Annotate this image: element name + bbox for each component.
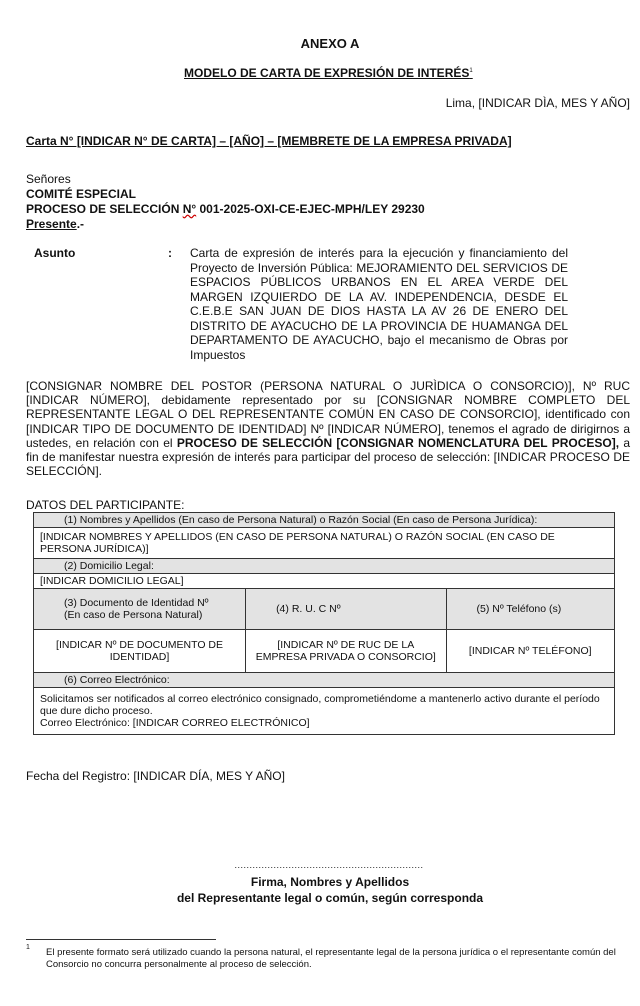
subject-text: Carta de expresión de interés para la ejecución y financiamiento del Proyecto de Inversión Pública: MEJORAMIENTO DEL SERVICIOS DE ESPACIOS PÚBLICOS URBANOS EN EL AREA VERDE DEL MARGEN IZQUIERDO DE LA AV. INDEPENDENCIA, DESDE EL C.E.B.E SAN JUAN DE DIOS HASTA LA AV 26 DE ENERO DEL DISTRITO DE AYACUCHO DE LA PROVINCIA DE HUAMANGA DEL DEPARTAMENTO DE AYACUCHO, bajo el mecanismo de Obras por Impuestos: [190, 246, 568, 362]
presente-word: Presente: [26, 217, 77, 231]
place-date: Lima, [INDICAR DÌA, MES Y AÑO]: [445, 96, 630, 110]
col5-value: [INDICAR Nº TELÉFONO]: [446, 630, 615, 673]
row1-value: [INDICAR NOMBRES Y APELLIDOS (EN CASO DE PERSONA NATURAL) O RAZÓN SOCIAL (EN CASO DE PERSONA JURÍDICA)]: [34, 528, 615, 559]
row1-header: (1) Nombres y Apellidos (En caso de Persona Natural) o Razón Social (En caso de Persona Jurídica):: [34, 513, 615, 528]
row6-header: (6) Correo Electrónico:: [34, 673, 615, 688]
annex-title: ANEXO A: [300, 36, 360, 51]
document-subtitle: [184, 66, 473, 80]
row6-email: Correo Electrónico: [INDICAR CORREO ELECTRÓNICO]: [40, 717, 310, 729]
row6-notice: Solicitamos ser notificados al correo electrónico consignado, comprometiéndome a mantenerlo activo durante el período que dure dicho proceso.: [40, 693, 600, 717]
presente-suffix: .-: [76, 217, 85, 231]
row6-value: [34, 688, 615, 735]
participant-data-table: [33, 512, 615, 735]
subtitle-text: MODELO DE CARTA DE EXPRESIÓN DE INTERÉS: [184, 66, 470, 80]
letter-number: Carta N° [INDICAR N° DE CARTA] – [AÑO] – [MEMBRETE DE LA EMPRESA PRIVADA]: [26, 134, 512, 148]
col3-header: (3) Documento de Identidad Nº (En caso de Persona Natural): [34, 589, 246, 630]
signature-block: [120, 874, 540, 906]
col3-value: [INDICAR Nº DE DOCUMENTO DE IDENTIDAD]: [34, 630, 246, 673]
greeting: Señores: [26, 172, 71, 186]
subject-colon: :: [168, 246, 172, 260]
row2-value: [INDICAR DOMICILIO LEGAL]: [34, 574, 615, 589]
col4-header: (4) R. U. C Nº: [246, 589, 446, 630]
process-line: [26, 202, 425, 217]
registration-date: Fecha del Registro: [INDICAR DÍA, MES Y AÑO]: [26, 769, 285, 783]
body-text-2: a fin de manifestar nuestra expresión de interés para participar del proceso de selección: [INDICAR PROCESO DE SELECCIÓN].: [26, 435, 631, 479]
footnote-number: 1: [26, 944, 30, 951]
row2-header: (2) Domicilio Legal:: [34, 559, 615, 574]
recipient-block: [26, 172, 425, 232]
committee-name: COMITÉ ESPECIAL: [26, 187, 137, 201]
footnote-divider: [26, 939, 216, 940]
signature-line-1: Firma, Nombres y Apellidos: [250, 875, 410, 889]
body-text-bold: PROCESO DE SELECCIÓN [CONSIGNAR NOMENCLATURA DEL PROCESO],: [176, 435, 620, 450]
participant-section-title: DATOS DEL PARTICIPANTE:: [26, 498, 185, 512]
body-text-1: [CONSIGNAR NOMBRE DEL POSTOR (PERSONA NATURAL O JURÌDICA O CONSORCIO)], Nº RUC [INDICAR NÚMERO], debidamente representado por su [CONSIGNAR NOMBRE COMPLETO DEL REPRESENTANTE LEGAL O DEL REPRESENTANTE COMÚN EN CASO DE CONSORCIO], identificado con [INDICAR TIPO DE DOCUMENTO DE IDENTIDAD] Nº [INDICAR NÚMERO], tenemos el agrado de dirigirnos a ustedes, en relación con el: [26, 379, 630, 450]
process-prefix: PROCESO DE SELECCIÓN: [26, 202, 183, 216]
process-code: 001-2025-OXI-CE-EJEC-MPH/LEY 29230: [196, 202, 425, 216]
subject-label: Asunto: [34, 246, 76, 260]
col5-header: (5) Nº Teléfono (s): [446, 589, 615, 630]
col4-value: [INDICAR Nº DE RUC DE LA EMPRESA PRIVADA O CONSORCIO]: [246, 630, 446, 673]
signature-line: ...............................................................: [234, 860, 424, 870]
presente-line: [26, 217, 425, 232]
footnote-text: El presente formato será utilizado cuando la persona natural, el representante legal de la persona jurídica o el representante común del Consorcio no concurra personalmente al proceso de selección.: [46, 947, 616, 970]
process-number-sign: N°: [182, 202, 197, 216]
footnote-reference: 1: [469, 68, 473, 74]
signature-line-2: del Representante legal o común, según corresponda: [176, 891, 484, 905]
body-paragraph: [26, 379, 630, 478]
